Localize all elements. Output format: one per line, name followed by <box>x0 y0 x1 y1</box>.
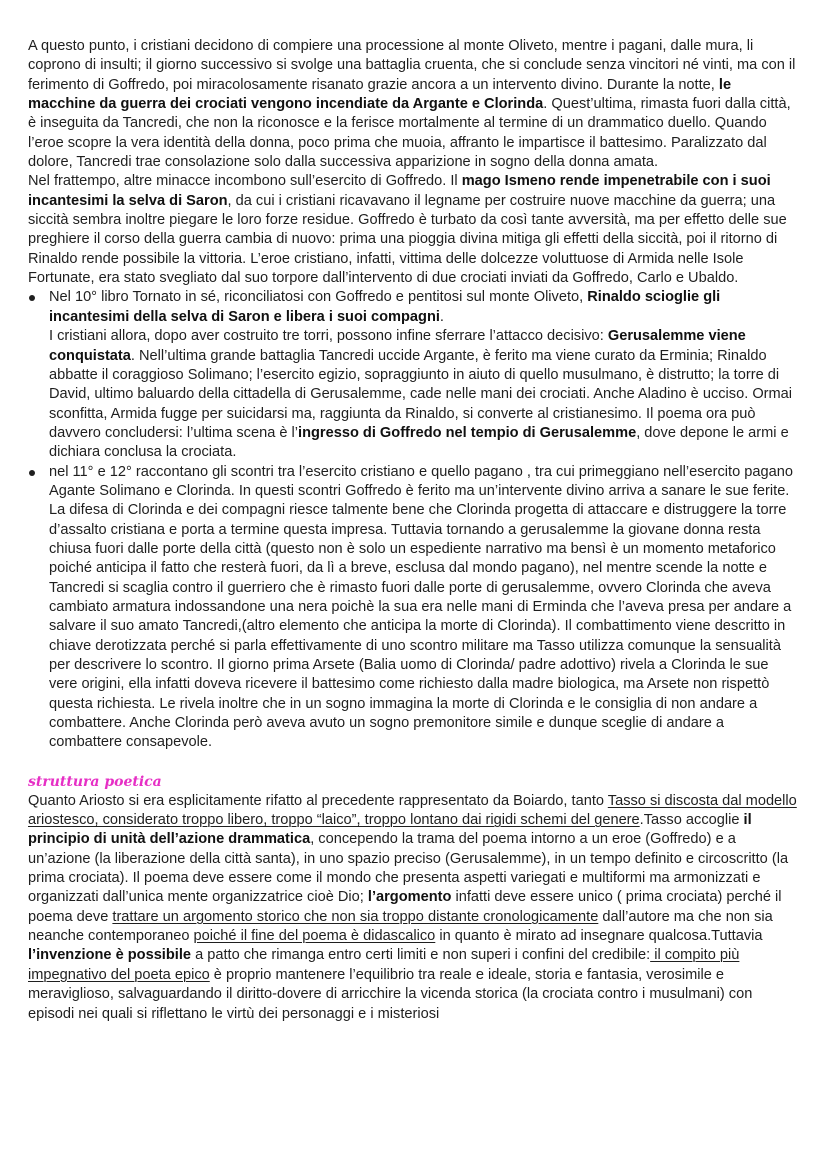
underlined-text: il compito più impegnativo del poeta epico <box>28 947 740 983</box>
text-span: infatti deve essere unico ( prima crociata) perché il poema deve <box>28 889 782 925</box>
paragraph-minacce <box>28 172 800 288</box>
bold-text: Rinaldo scioglie gli incantesimi della selva di Saron e libera i suoi compagni <box>49 289 721 325</box>
paragraph-processione <box>28 37 800 172</box>
text-span: dall’autore ma che non sia neanche contemporaneo <box>28 908 773 945</box>
bold-text: le macchine da guerra dei crociati vengono incendiate da Argante e Clorinda <box>28 76 732 113</box>
text-span: . Quest’ultima, rimasta fuori dalla città, è inseguita da Tancredi, che non la riconosce e la ferisce mortalmente al termine di un drammatico duello. Quando l’eroe scopre la vera identità della donna, poco prima che muoia, affranto le impartisce il battesimo. Paralizzato dal dolore, Tancredi trae consolazione solo dalla successiva apparizione in sogno della donna amata. <box>28 96 791 171</box>
bold-text: mago Ismeno rende impenetrabile con i suoi incantesimi la selva di Saron <box>28 173 771 209</box>
text-span: in quanto è mirato ad insegnare qualcosa.Tuttavia <box>435 928 763 945</box>
bullet-dot <box>29 295 35 301</box>
text-span: A questo punto, i cristiani decidono di compiere una processione al monte Oliveto, mentre i pagani, dalle mura, li coprono di insulti; il giorno successivo si svolge una battaglia cruenta, che si conclude senza vincitori né vinti, ma con il ferimento di Goffredo, poi miracolosamente risanato grazie ancora a un intervento divino. Durante la notte, <box>28 38 796 93</box>
bold-text: l’invenzione è possibile <box>28 947 192 964</box>
text-span: è proprio mantenere l’equilibrio tra reale e ideale, storia e fantasia, verosimile e meraviglioso, salvaguardando il diritto-dovere di arricchire la vicenda storica (la crociata contro i musulmani) con episodi nei quali si riflettano le virtù dei personaggi e i misteriosi <box>28 966 753 1022</box>
bold-text: Gerusalemme viene conquistata <box>49 328 746 364</box>
paragraph-struttura-poetica <box>28 792 800 1024</box>
bullet-paragraph <box>49 327 800 462</box>
underlined-text: trattare un argomento storico che non sia troppo distante cronologicamente <box>112 908 599 925</box>
text-span: . <box>439 308 444 325</box>
text-span: Nel 10° libro Tornato in sé, riconciliatosi con Goffredo e pentitosi sul monte Oliveto, <box>49 289 588 306</box>
bold-text: il principio di unità dell’azione drammatica <box>28 812 752 848</box>
text-span: , concependo la trama del poema intorno a un eroe (Goffredo) e a un’azione (la liberazione della città santa), in uno spazio preciso (Gerusalemme), in un tempo definito e circoscritto (la prima crociata). Il poema deve essere come il mondo che presenta aspetti variegati e multiformi ma armonizzati e organizzati dall’unica mente organizzatrice cioè Dio; <box>28 831 789 906</box>
list-item <box>28 288 800 462</box>
bullet-dot <box>29 470 35 476</box>
underlined-text: poiché il fine del poema è didascalico <box>193 928 436 945</box>
text-span: , dove depone le armi e dichiara conclusa la crociata. <box>49 424 789 461</box>
text-span: , da cui i cristiani ricavavano il legname per costruire nuove macchine da guerra; una siccità sembra inoltre piegare le loro forze residue. Goffredo è turbato da così tante avversità, ma per effetto delle sue preghiere il corso della guerra cambia di nuovo: prima una pioggia divina mitiga gli effetti della siccità, poi il ritorno di Rinaldo rende possibile la vittoria. L’eroe cristiano, infatti, vittima delle dolcezze voluttuose di Armida nelle Isole Fortunate, era stato svegliato dal suo torpore dall’intervento di due crociati inviati da Goffredo, Carlo e Ubaldo. <box>28 192 787 287</box>
text-span: .Tasso accoglie <box>639 812 744 829</box>
list-item <box>28 463 800 753</box>
bold-text: l’argomento <box>367 889 452 906</box>
spacer <box>28 753 800 773</box>
bullet-paragraph: nel 11° e 12° raccontano gli scontri tra l’esercito cristiano e quello pagano , tra cui primeggiano nell’esercito pagano Agante Solimano e Clorinda. In questi scontri Goffredo è ferito ma un’intervente divino arriva a sanare le sue ferite. La difesa di Clorinda e dei compagni riesce talmente bene che Clorinda progetta di attaccare e distruggere la torre d’assalto cristiana e porta a termine questa impresa. Tuttavia tornando a gerusalemme la giovane donna resta chiusa fuori dalle porte della città (questo non è solo un espediente narrativo ma bensì è un momento metaforico poiché anticipa il fatto che resterà fuori, da lì a breve, esclusa dal mondo pagano), nel mentre scende la notte e Tancredi si scaglia contro il guerriero che è rimasto fuori dalle porte di gerusalemme, ovvero Clorinda che aveva cambiato armatura indossandone una nera poichè la sua era nelle mani di Erminda che l’aveva presa per andare a salvare il suo amato Tancredi,(altro elemento che anticipa la morte di Clorinda). Il combattimento viene descritto in chiave derotizzata perché si parla effettivamente di uno scontro militare ma Tasso utilizza comunque la sensualità per descrivere lo scontro. Il giorno prima Arsete (Balia uomo di Clorinda/ padre adottivo) rivela a Clorinda le sue vere origini, ella infatti doveva ricevere il battesimo come richiesto dalla madre biologica, ma Arsete non rispettò questa richiesta. Le rivela inoltre che in un sogno immagina la morte di Clorinda e le consiglia di non andare a combattere. Anche Clorinda però aveva avuto un sogno premonitore simile e dunque sceglie di andare a combattere consapevole. <box>49 463 793 751</box>
bold-text: ingresso di Goffredo nel tempio di Gerusalemme <box>298 424 637 441</box>
text-span: a patto che rimanga entro certi limiti e non superi i confini del credibile: <box>191 947 651 964</box>
text-span: Nel frattempo, altre minacce incombono sull’esercito di Goffredo. Il <box>28 173 462 190</box>
text-span: I cristiani allora, dopo aver costruito tre torri, possono infine sferrare l’attacco decisivo: <box>49 328 608 345</box>
bullet-list <box>28 288 800 752</box>
bullet-paragraph <box>49 288 800 327</box>
text-span: Quanto Ariosto si era esplicitamente rifatto al precedente rappresentato da Boiardo, tanto <box>28 792 608 809</box>
section-heading: struttura poetica <box>28 773 162 790</box>
text-span: . Nell’ultima grande battaglia Tancredi uccide Argante, è ferito ma viene curato da Erminia; Rinaldo abbatte il coraggioso Solimano; l’esercito egizio, sopraggiunto in aiuto di quello musulmano, è distrutto; la torre di David, ultimo baluardo della cittadella di Gerusalemme, cade nelle mani dei crociati. Anche Aladino è ucciso. Ormai sconfitta, Armida fugge per suicidarsi ma, raggiunta da Rinaldo, si converte al cristianesimo. Il poema ora può davvero concludersi: l’ultima scena è l’ <box>49 347 793 441</box>
underlined-text: Tasso si discosta dal modello ariostesco, considerato troppo libero, troppo “laico”, troppo lontano dai rigidi schemi del genere <box>28 792 797 829</box>
